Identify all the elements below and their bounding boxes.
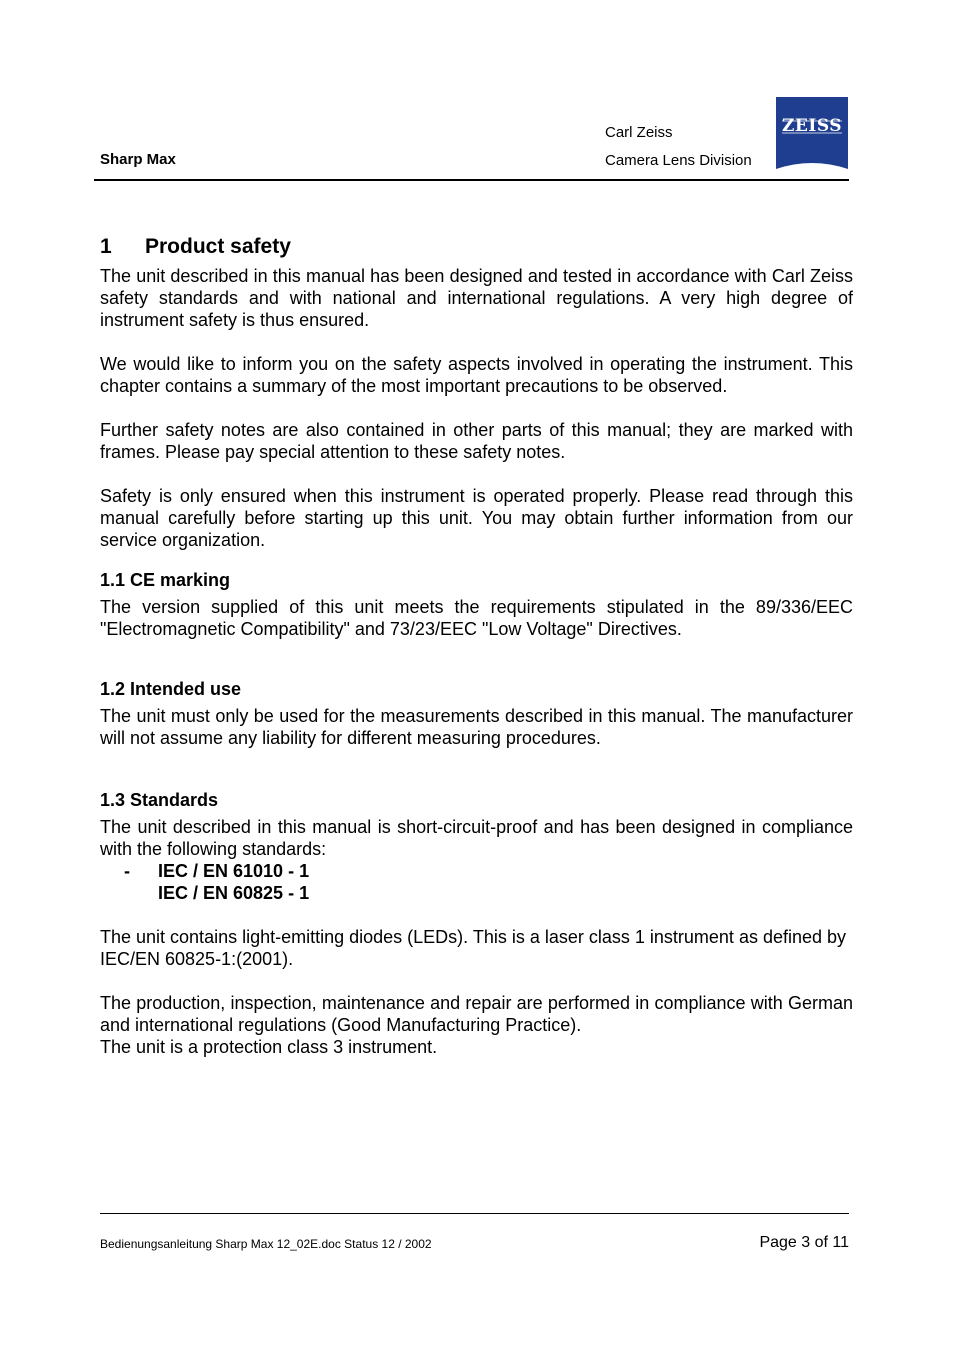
safety-paragraph-3: Further safety notes are also contained in other parts of this manual; they are marked with frames. Please pay special attention to these safety notes.	[100, 420, 853, 462]
list-item	[100, 882, 853, 904]
header-company: Carl Zeiss	[605, 124, 673, 141]
safety-paragraph-1: The unit described in this manual has been designed and tested in accordance with Carl Zeiss safety standards and with national and international regulations. A very high degree of instrument safety is thus ensured.	[100, 266, 853, 330]
svg-text:ZEISS: ZEISS	[782, 116, 842, 136]
ce-marking-text: The version supplied of this unit meets the requirements stipulated in the 89/336/EEC "Electromagnetic Compatibility" and 73/23/EEC "Low Voltage" Directives.	[100, 597, 853, 639]
intended-use-text: The unit must only be used for the measurements described in this manual. The manufacturer will not assume any liability for different measuring procedures.	[100, 706, 853, 748]
document-body	[100, 232, 853, 1058]
header-division: Camera Lens Division	[605, 152, 752, 169]
safety-paragraph-2: We would like to inform you on the safety aspects involved in operating the instrument. This chapter contains a summary of the most important precautions to be observed.	[100, 354, 853, 396]
standard-item: IEC / EN 60825 - 1	[158, 883, 310, 903]
list-item	[100, 860, 853, 882]
spacer	[100, 640, 853, 678]
page-number: Page 3 of 11	[759, 1234, 849, 1251]
intended-use-heading: 1.2 Intended use	[100, 679, 242, 699]
header-product-name: Sharp Max	[100, 151, 176, 168]
section-number: 1	[100, 235, 112, 258]
ce-marking-heading: 1.1 CE marking	[100, 570, 231, 590]
list-bullet: -	[124, 861, 130, 881]
section-heading	[100, 232, 853, 262]
standards-heading: 1.3 Standards	[100, 790, 219, 810]
footer-document-name: Bedienungsanleitung Sharp Max 12_02E.doc Status 12 / 2002	[100, 1237, 432, 1251]
footer-divider	[100, 1213, 849, 1214]
spacer	[100, 749, 853, 789]
production-text: The production, inspection, maintenance and repair are performed in compliance with German and international regulations (Good Manufacturing Practice).	[100, 993, 853, 1035]
standards-intro: The unit described in this manual is short-circuit-proof and has been designed in compliance with the following standards:	[100, 817, 853, 859]
safety-paragraph-4: Safety is only ensured when this instrument is operated properly. Please read through this manual carefully before starting up this unit. You may obtain further information from our service organization.	[100, 486, 853, 550]
zeiss-logo-icon	[776, 97, 848, 169]
led-text: The unit contains light-emitting diodes (LEDs). This is a laser class 1 instrument as defined by IEC/EN 60825-1:(2001).	[100, 927, 847, 969]
protection-text: The unit is a protection class 3 instrument.	[100, 1037, 438, 1057]
standard-item: IEC / EN 61010 - 1	[158, 861, 310, 881]
standards-list	[100, 860, 853, 904]
section-title: Product safety	[145, 235, 291, 258]
header-divider	[94, 179, 849, 181]
